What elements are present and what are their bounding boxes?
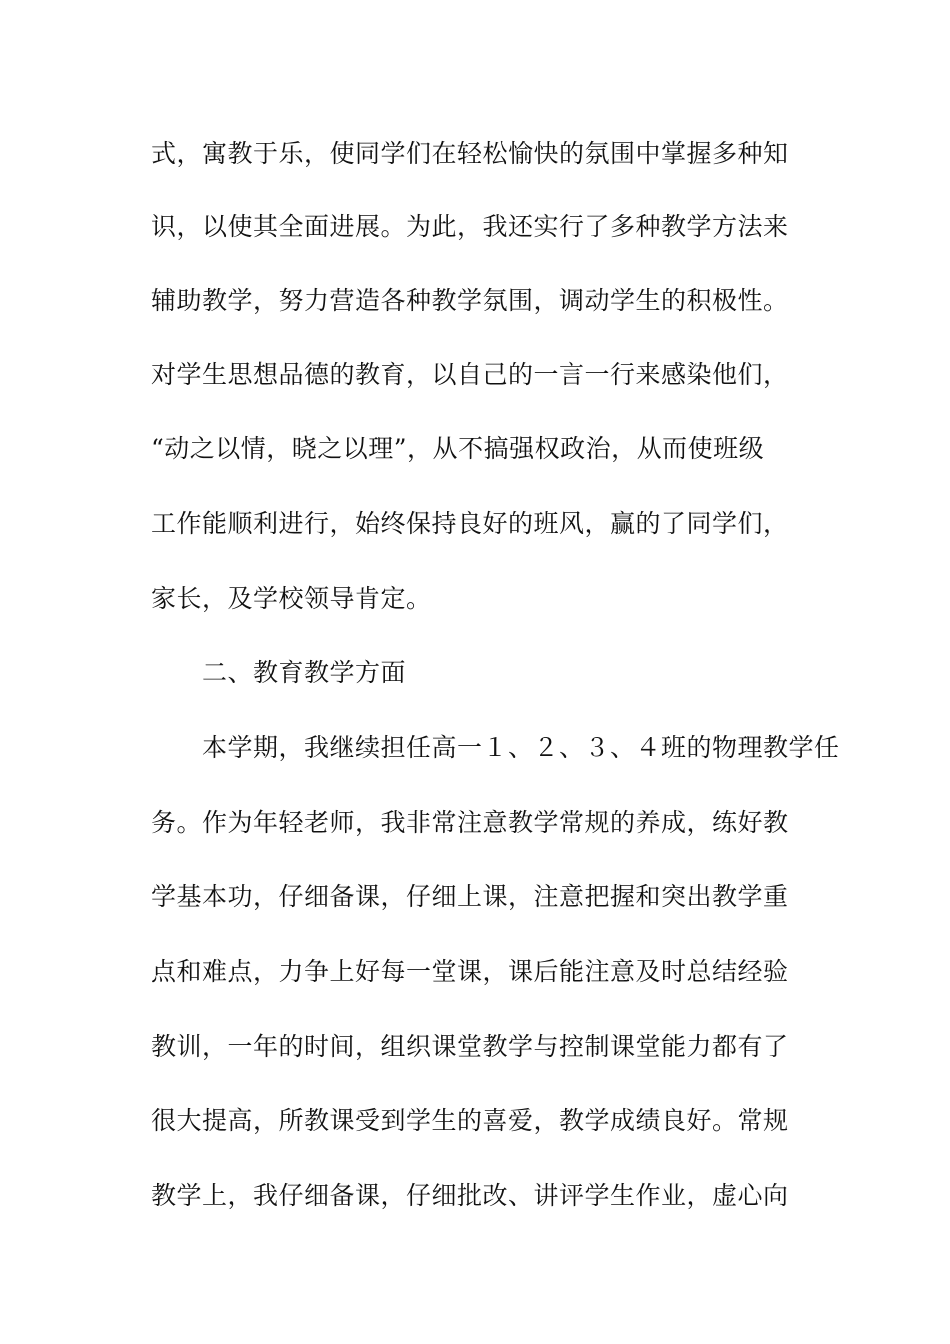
paragraph-line: 家长，及学校领导肯定。 <box>151 584 432 613</box>
paragraph-line: 很大提高，所教课受到学生的喜爱，教学成绩良好。常规 <box>151 1106 789 1135</box>
paragraph-line: 式，寓教于乐，使同学们在轻松愉快的氛围中掌握多种知 <box>151 139 789 168</box>
paragraph-line: 本学期，我继续担任高一１、２、３、４班的物理教学任 <box>202 733 840 762</box>
paragraph-line: 教学上，我仔细备课，仔细批改、讲评学生作业，虚心向 <box>151 1181 789 1210</box>
paragraph-line: 点和难点，力争上好每一堂课，课后能注意及时总结经验 <box>151 957 789 986</box>
paragraph-line: 教训，一年的时间，组织课堂教学与控制课堂能力都有了 <box>151 1032 789 1061</box>
paragraph-line: 工作能顺利进行，始终保持良好的班风，赢的了同学们， <box>151 509 789 538</box>
section-heading: 二、教育教学方面 <box>202 658 407 687</box>
paragraph-line: “动之以情，晓之以理”，从不搞强权政治，从而使班级 <box>151 434 765 463</box>
paragraph-line: 辅助教学，努力营造各种教学氛围，调动学生的积极性。 <box>151 286 789 315</box>
paragraph-line: 识，以使其全面进展。为此，我还实行了多种教学方法来 <box>151 212 789 241</box>
paragraph-line: 务。作为年轻老师，我非常注意教学常规的养成，练好教 <box>151 808 789 837</box>
paragraph-line: 学基本功，仔细备课，仔细上课，注意把握和突出教学重 <box>151 882 789 911</box>
paragraph-line: 对学生思想品德的教育，以自己的一言一行来感染他们， <box>151 360 789 389</box>
